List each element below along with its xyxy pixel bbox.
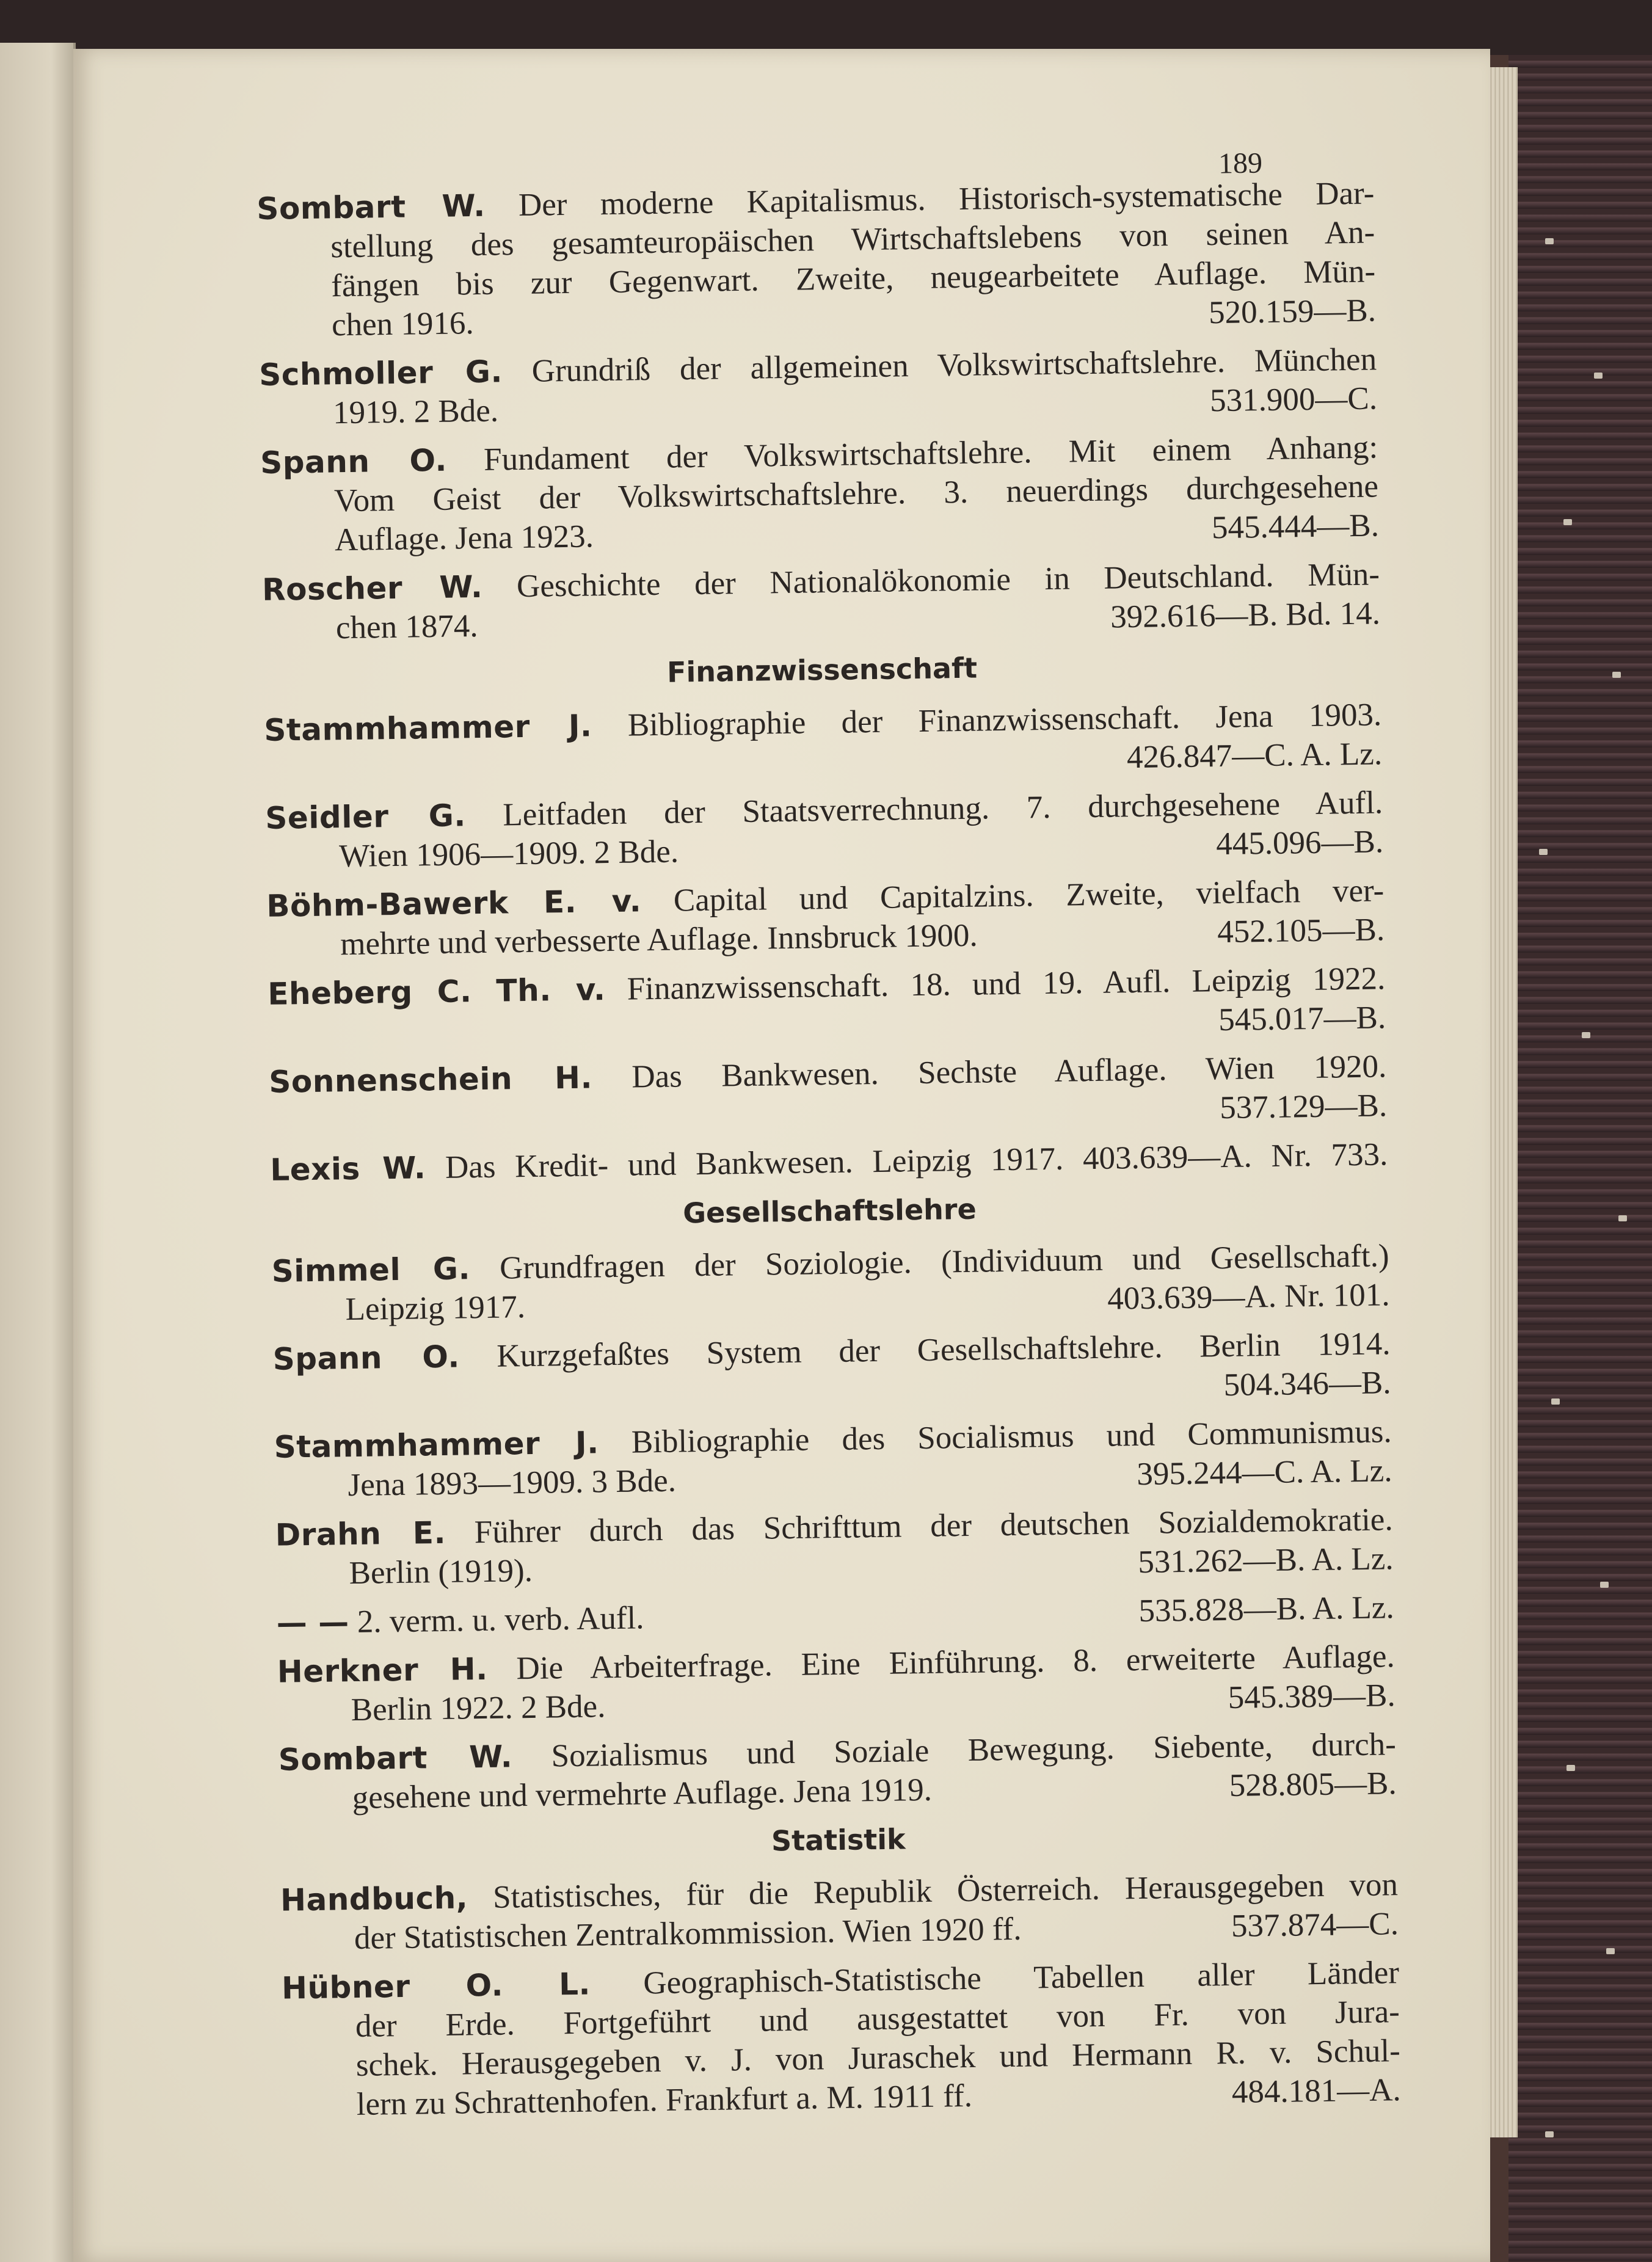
entry-author: Spann O. [260,442,448,481]
bibliography-entry [276,1588,1394,1643]
entry-title-start: Führer durch das Schrifttum der deutschen Sozialdemokratie. [474,1502,1393,1551]
entry-author: Hübner O. L. [281,1966,591,2006]
entry-title-start: Sozialismus und Soziale Bewegung. Siebente, durch- [551,1726,1397,1774]
entry-imprint: Jena 1893—1909. 3 Bde. [348,1463,677,1504]
entry-author: Böhm-Bawerk E. v. [266,883,642,924]
entry-title-start: Statistisches, für die Republik Österreich. Herausgegeben von [492,1867,1399,1915]
entry-author: Herkner H. [277,1651,489,1690]
entry-title-start: Das Kredit- und Bankwesen. Leipzig 1917. 403.639—A. Nr. 733. [445,1136,1388,1185]
bibliography-entry [277,1637,1395,1731]
entry-title-start: Bibliographie des Socialismus und Communismus. [631,1414,1392,1460]
bibliography-entry [272,1324,1391,1418]
left-page-edge [0,43,76,2262]
entry-shelfmark: 504.346—B. [1223,1365,1391,1403]
entry-continuation-line: schek. Herausgegeben v. J. von Juraschek und Hermann R. v. Schul- [355,2033,1401,2084]
entry-title-start: Grundriß der allgemeinen Volkswirtschaftslehre. München [531,341,1377,389]
entry-author: Schmoller G. [258,354,503,393]
entry-shelfmark: 537.129—B. [1219,1088,1388,1126]
bibliography-entry [264,695,1383,789]
entry-imprint: Berlin (1919). [349,1552,533,1591]
entry-imprint: chen 1874. [335,608,478,646]
entry-author: Handbuch, [280,1880,468,1918]
book-page [73,49,1490,2262]
entry-shelfmark: 537.874—C. [1231,1906,1399,1944]
entry-imprint: Auflage. Jena 1923. [334,518,594,558]
bibliography-entry [262,555,1381,649]
entry-continuation-line: Vom Geist der Volkswirtschaftslehre. 3. neuerdings durchgesehene [333,468,1379,519]
entry-author: Drahn E. [275,1515,446,1553]
entry-continuation-line: stellung des gesamteuropäischen Wirtschaftslebens von seinen An- [330,214,1375,265]
entry-title-start: Grundfragen der Soziologie. (Individuum und Gesellschaft.) [499,1238,1389,1286]
entry-shelfmark: 452.105—B. [1217,912,1385,950]
entry-shelfmark: 528.805—B. [1229,1766,1397,1804]
entry-author: Simmel G. [271,1251,471,1289]
entry-author: Lexis W. [270,1150,426,1188]
entry-imprint: Leipzig 1917. [345,1289,526,1328]
bibliography-entry [265,783,1384,877]
section-heading: Finanzwissenschaft [666,651,978,689]
entry-imprint: chen 1916. [331,305,475,343]
entry-imprint: mehrte und verbesserte Auflage. Innsbruck 1900. [340,917,978,962]
entry-author: — — [276,1604,350,1641]
entry-author: Stammhammer J. [263,708,592,748]
entry-title-start: Finanzwissenschaft. 18. und 19. Aufl. Leipzig 1922. [627,961,1386,1007]
book-cover-right [1508,55,1652,2262]
entry-author: Stammhammer J. [274,1425,600,1465]
entry-title-start: Capital und Capitalzins. Zweite, vielfach ver- [673,873,1385,918]
bibliography-entry [267,959,1386,1053]
entry-shelfmark: 520.159—B. [1208,293,1377,331]
entry-continuation-line: fängen bis zur Gegenwart. Zweite, neugearbeitete Auflage. Mün- [330,253,1376,304]
entry-title-start: Der moderne Kapitalismus. Historisch-systematische Dar- [518,175,1375,224]
entry-shelfmark: 545.444—B. [1211,507,1380,546]
entry-continuation-line: der Erde. Fortgeführt und ausgestattet von Fr. von Jura- [355,1994,1400,2045]
entry-title-start: Geographisch-Statistische Tabellen aller Länder [642,1955,1400,2001]
entry-shelfmark: 395.244—C. A. Lz. [1137,1453,1392,1493]
entry-shelfmark: 392.616—B. Bd. 14. [1110,595,1381,635]
entry-author: Seidler G. [264,798,467,836]
entry-shelfmark: 531.900—C. [1209,380,1378,419]
bibliography-entry [280,1865,1399,1959]
entry-imprint: gesehene und vermehrte Auflage. Jena 1919. [352,1772,933,1816]
entry-title-start: Die Arbeiterfrage. Eine Einführung. 8. erweiterte Auflage. [516,1638,1395,1687]
entry-author: Sombart W. [278,1739,513,1778]
bibliography-text [257,173,1401,2134]
bibliography-entry [259,340,1378,434]
entry-first-line [276,1588,1394,1643]
entry-first-line [270,1135,1388,1190]
entry-title-start: Kurzgefaßtes System der Gesellschaftslehre. Berlin 1914. [497,1326,1391,1374]
book-cover-top [0,0,1652,55]
entry-title-start: 2. verm. u. verb. Aufl. [357,1600,644,1640]
bibliography-entry [260,427,1380,561]
entry-shelfmark: 445.096—B. [1215,824,1384,862]
entry-author: Sombart W. [257,187,486,227]
entry-shelfmark: 484.181—A. [1231,2072,1402,2111]
bibliography-entry [257,173,1376,346]
entry-title-start: Fundament der Volkswirtschaftslehre. Mit einem Anhang: [483,429,1378,478]
entry-shelfmark: 535.828—B. A. Lz. [1138,1590,1395,1629]
entry-title-start: Leitfaden der Staatsverrechnung. 7. durchgesehene Aufl. [503,785,1383,833]
bibliography-entry [282,1953,1401,2125]
bibliography-entry [266,871,1385,965]
entry-imprint: Wien 1906—1909. 2 Bde. [338,834,679,875]
page-number: 189 [1218,147,1263,180]
bibliography-entry [275,1500,1394,1594]
entry-shelfmark: 426.847—C. A. Lz. [1126,736,1383,776]
entry-title-start: Bibliographie der Finanzwissenschaft. Jena 1903. [627,697,1382,743]
entry-shelfmark: 403.639—A. Nr. 101. [1107,1277,1390,1317]
entry-author: Roscher W. [261,569,483,608]
section-heading: Gesellschaftslehre [682,1192,977,1230]
entry-author: Spann O. [272,1339,460,1377]
entry-shelfmark: 545.017—B. [1218,1000,1386,1038]
bibliography-entry [270,1135,1388,1190]
bibliography-entry [271,1236,1390,1330]
entry-title-start: Geschichte der Nationalökonomie in Deutschland. Mün- [516,556,1380,605]
entry-imprint: lern zu Schrattenhofen. Frankfurt a. M. 1911 ff. [356,2078,973,2123]
bibliography-entry [278,1725,1397,1819]
entry-imprint: der Statistischen Zentralkommission. Wien 1920 ff. [354,1911,1022,1957]
entry-imprint: Berlin 1922. 2 Bde. [351,1689,606,1728]
entry-shelfmark: 545.389—B. [1228,1678,1396,1716]
bibliography-entry [269,1047,1388,1141]
bibliography-entry [274,1412,1392,1506]
entry-author: Sonnenschein H. [269,1060,593,1100]
section-heading: Statistik [771,1822,906,1858]
entry-author: Eheberg C. Th. v. [267,972,606,1012]
entry-title-start: Das Bankwesen. Sechste Auflage. Wien 1920. [631,1049,1387,1095]
entry-imprint: 1919. 2 Bde. [332,393,499,431]
entry-shelfmark: 531.262—B. A. Lz. [1138,1541,1394,1580]
